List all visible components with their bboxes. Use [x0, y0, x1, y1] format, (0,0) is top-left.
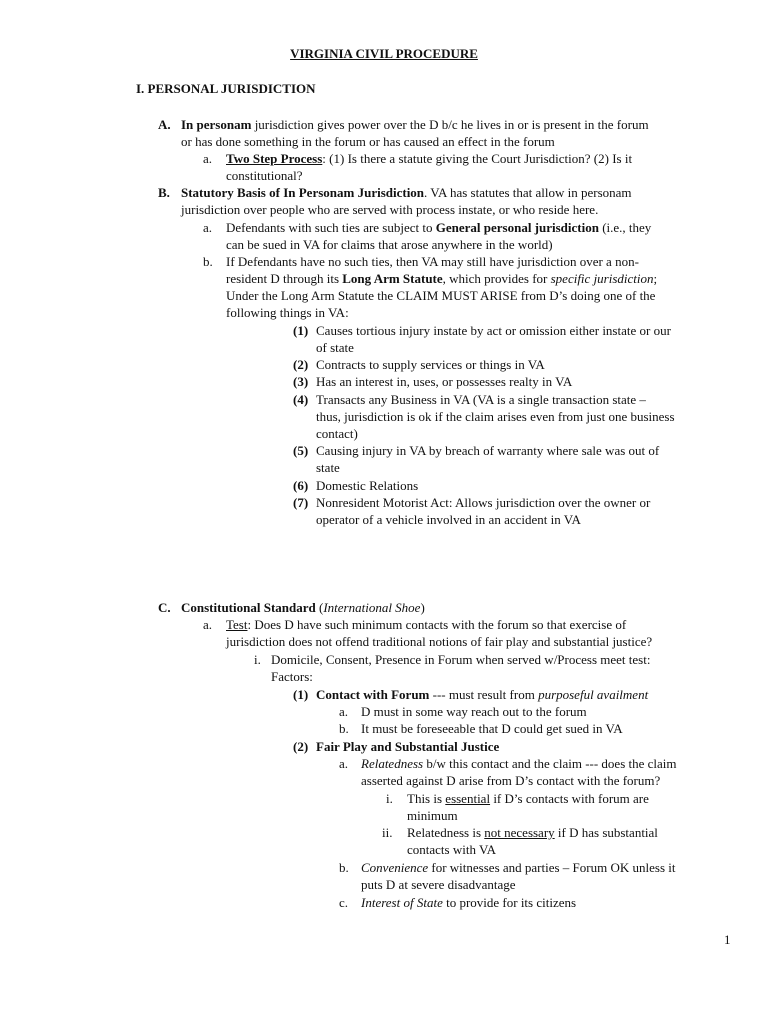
outline-marker-factor1-b: b.: [339, 721, 349, 736]
not-necessary-line1: Relatedness is not necessary if D has substantial: [407, 825, 658, 840]
not-necessary-line2: contacts with VA: [407, 842, 497, 857]
relatedness-line1: Relatedness b/w this contact and the claim --- does the claim: [361, 756, 677, 771]
two-step-line1: Two Step Process: (1) Is there a statute giving the Court Jurisdiction? (2) Is it: [226, 151, 633, 166]
term-two-step-process: Two Step Process: [226, 151, 323, 166]
long-arm-item-text: contact): [316, 426, 358, 441]
domicile-line1: Domicile, Consent, Presence in Forum when served w/Process meet test:: [271, 652, 651, 667]
term-specific-jurisdiction: specific jurisdiction: [550, 271, 654, 286]
long-arm-line2: resident D through its Long Arm Statute, which provides for specific jurisdiction;: [226, 271, 658, 286]
long-arm-line1: If Defendants have no such ties, then VA may still have jurisdiction over a non-: [226, 254, 639, 269]
convenience-line1: Convenience for witnesses and parties – Forum OK unless it: [361, 860, 676, 875]
term-relatedness: Relatedness: [361, 756, 424, 771]
long-arm-item-text: Domestic Relations: [316, 478, 419, 493]
term-essential: essential: [445, 791, 491, 806]
two-step-line2: constitutional?: [226, 168, 303, 183]
term-in-personam: In personam: [181, 117, 252, 132]
general-jurisdiction-line1: Defendants with such ties are subject to General personal jurisdiction (i.e., they: [226, 220, 652, 235]
long-arm-item-number: (3): [293, 374, 309, 389]
factor1-a-text: D must in some way reach out to the forum: [361, 704, 587, 719]
long-arm-item-text: state: [316, 460, 340, 475]
term-test: Test: [226, 617, 248, 632]
general-jurisdiction-line2: can be sued in VA for claims that arose anywhere in the world): [226, 237, 553, 252]
term-constitutional-standard: Constitutional Standard: [181, 600, 316, 615]
case-international-shoe: International Shoe: [323, 600, 421, 615]
outline-marker-c-a: a.: [203, 617, 213, 632]
outline-marker-factor2-a: a.: [339, 756, 349, 771]
section-heading: I. PERSONAL JURISDICTION: [136, 81, 316, 96]
long-arm-item-text: Causing injury in VA by breach of warranty where sale was out of: [316, 443, 660, 458]
term-interest-of-state: Interest of State: [361, 895, 443, 910]
essential-line1: This is essential if D’s contacts with forum are: [407, 791, 649, 806]
document-title: VIRGINIA CIVIL PROCEDURE: [290, 46, 478, 61]
outline-marker-b-b: b.: [203, 254, 213, 269]
interest-of-state-line: Interest of State to provide for its citizens: [361, 895, 577, 910]
term-contact-with-forum: Contact with Forum: [316, 687, 430, 702]
page-number: 1: [724, 932, 731, 947]
long-arm-item-number: (5): [293, 443, 309, 458]
long-arm-item-text: Causes tortious injury instate by act or omission either instate or our: [316, 323, 671, 338]
outline-marker-b-a: a.: [203, 220, 213, 235]
factors-label: Factors:: [271, 669, 313, 684]
relatedness-line2: asserted against D arise from D’s contact with the forum?: [361, 773, 661, 788]
factor1-b-text: It must be foreseeable that D could get sued in VA: [361, 721, 623, 736]
outline-marker-c: C.: [158, 600, 171, 615]
long-arm-item-text: Has an interest in, uses, or possesses realty in VA: [316, 374, 573, 389]
term-not-necessary: not necessary: [484, 825, 555, 840]
term-statutory-basis: Statutory Basis of In Personam Jurisdiction: [181, 185, 425, 200]
term-long-arm-statute: Long Arm Statute: [342, 271, 443, 286]
outline-marker-factor1-a: a.: [339, 704, 349, 719]
convenience-line2: puts D at severe disadvantage: [361, 877, 516, 892]
long-arm-item-text: of state: [316, 340, 354, 355]
outline-marker-b: B.: [158, 185, 170, 200]
factor1-line: Contact with Forum --- must result from purposeful availment: [316, 687, 649, 702]
outline-marker-c-a-i: i.: [254, 652, 261, 667]
factor-number: (1): [293, 687, 309, 702]
outline-marker-roman-ii: ii.: [382, 825, 393, 840]
outline-marker-factor2-c: c.: [339, 895, 349, 910]
factor-number: (2): [293, 739, 309, 754]
paragraph-b-line2: jurisdiction over people who are served with process instate, or who reside here.: [181, 202, 599, 217]
long-arm-line4: following things in VA:: [226, 305, 349, 320]
long-arm-item-number: (7): [293, 495, 309, 510]
long-arm-item-number: (6): [293, 478, 309, 493]
long-arm-item-text: operator of a vehicle involved in an accident in VA: [316, 512, 581, 527]
term-general-jurisdiction: General personal jurisdiction: [435, 220, 599, 235]
paragraph-c-line1: Constitutional Standard (International Shoe): [181, 600, 425, 615]
long-arm-item-text: Nonresident Motorist Act: Allows jurisdiction over the owner or: [316, 495, 651, 510]
term-fair-play: Fair Play and Substantial Justice: [316, 739, 500, 754]
outline-marker-a: A.: [158, 117, 171, 132]
test-line1: Test: Does D have such minimum contacts with the forum so that exercise of: [226, 617, 627, 632]
long-arm-item-text: thus, jurisdiction is ok if the claim arises even from just one business: [316, 409, 675, 424]
outline-marker-a-a: a.: [203, 151, 213, 166]
long-arm-item-text: Contracts to supply services or things in VA: [316, 357, 545, 372]
paragraph-b-line1: Statutory Basis of In Personam Jurisdiction. VA has statutes that allow in personam: [181, 185, 632, 200]
outline-marker-factor2-b: b.: [339, 860, 349, 875]
test-line2: jurisdiction does not offend traditional notions of fair play and substantial justice?: [226, 634, 653, 649]
long-arm-item-number: (4): [293, 392, 309, 407]
long-arm-item-number: (2): [293, 357, 309, 372]
term-convenience: Convenience: [361, 860, 429, 875]
paragraph-a-line1: In personam jurisdiction gives power over the D b/c he lives in or is present in the forum: [181, 117, 649, 132]
long-arm-line3: Under the Long Arm Statute the CLAIM MUST ARISE from D’s doing one of the: [226, 288, 656, 303]
paragraph-a-line2: or has done something in the forum or has caused an effect in the forum: [181, 134, 555, 149]
essential-line2: minimum: [407, 808, 458, 823]
long-arm-item-text: Transacts any Business in VA (VA is a single transaction state –: [316, 392, 646, 407]
outline-marker-roman-i: i.: [386, 791, 393, 806]
term-purposeful-availment: purposeful availment: [538, 687, 649, 702]
long-arm-item-number: (1): [293, 323, 309, 338]
